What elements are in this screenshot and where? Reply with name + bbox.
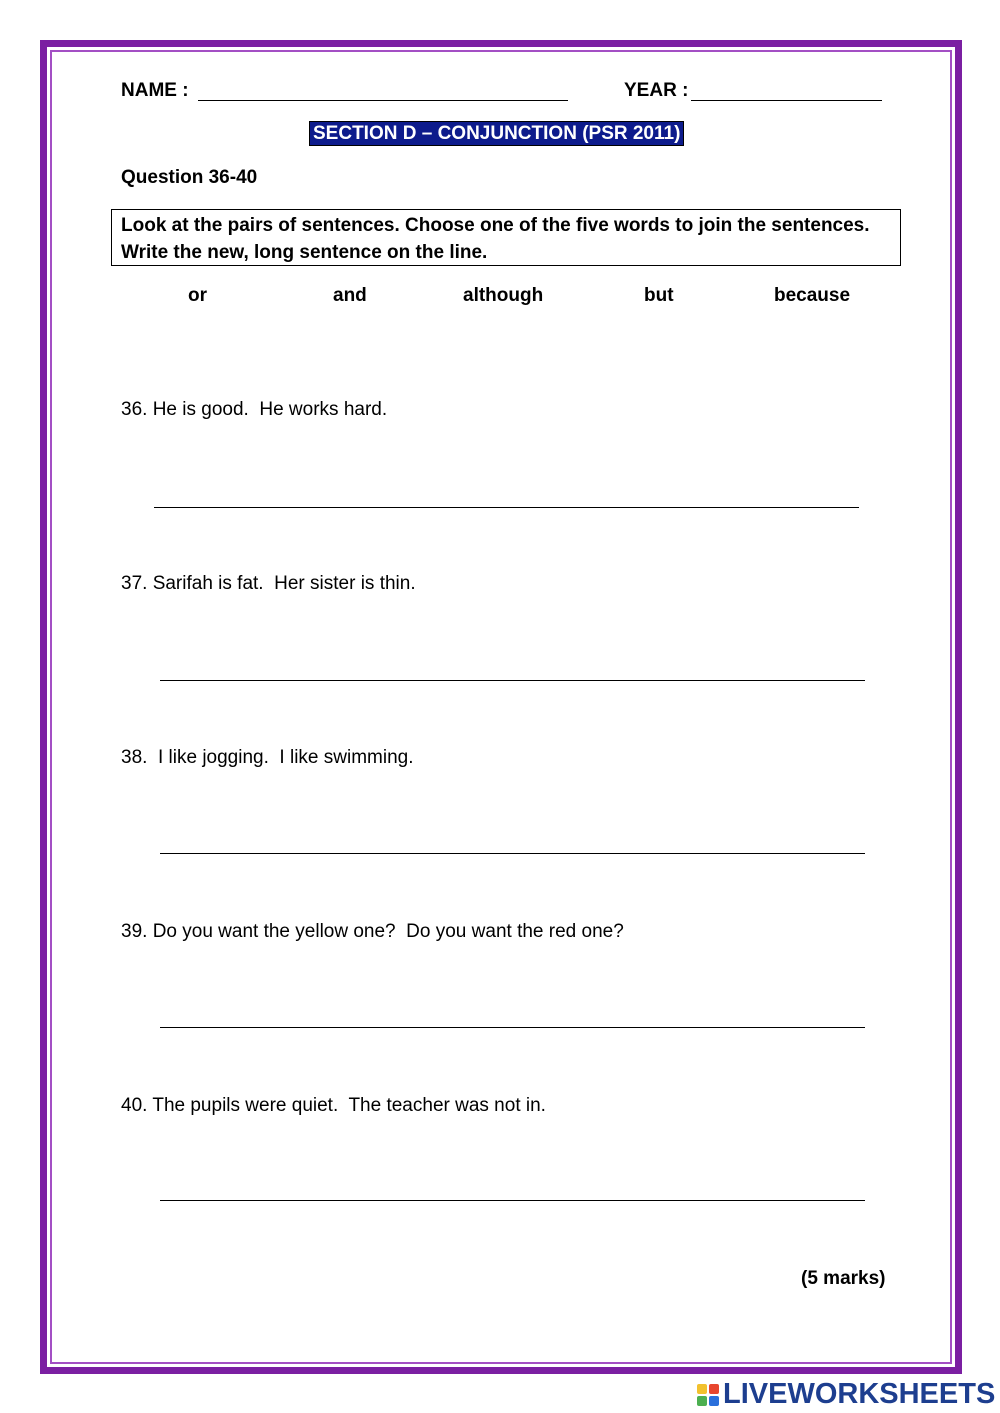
liveworksheets-logo-icon [697, 1384, 719, 1406]
question-40: 40. The pupils were quiet. The teacher was not in. [121, 1095, 546, 1116]
word-bank-item: and [333, 285, 367, 306]
answer-line-36[interactable] [154, 507, 859, 508]
name-field[interactable] [198, 100, 568, 101]
question-36: 36. He is good. He works hard. [121, 399, 388, 420]
question-37: 37. Sarifah is fat. Her sister is thin. [121, 573, 416, 594]
answer-line-39[interactable] [160, 1027, 865, 1028]
marks-label: (5 marks) [801, 1268, 886, 1289]
instruction-text: Look at the pairs of sentences. Choose one of the five words to join the sentences. Write the new, long sentence on the line. [121, 215, 870, 263]
name-label: NAME : [121, 80, 189, 101]
word-bank-item: or [188, 285, 207, 306]
liveworksheets-logo-text: LIVEWORKSHEETS [723, 1378, 996, 1410]
answer-line-40[interactable] [160, 1200, 865, 1201]
answer-line-37[interactable] [160, 680, 865, 681]
question-range: Question 36-40 [121, 167, 258, 188]
word-bank-item: although [463, 285, 544, 306]
liveworksheets-logo [697, 1378, 995, 1411]
section-title: SECTION D – CONJUNCTION (PSR 2011) [310, 122, 683, 145]
year-label: YEAR : [624, 80, 689, 101]
word-bank-item: but [644, 285, 674, 306]
question-39: 39. Do you want the yellow one? Do you want the red one? [121, 921, 624, 942]
question-38: 38. I like jogging. I like swimming. [121, 747, 414, 768]
year-field[interactable] [691, 100, 882, 101]
word-bank-item: because [774, 285, 851, 306]
answer-line-38[interactable] [160, 853, 865, 854]
